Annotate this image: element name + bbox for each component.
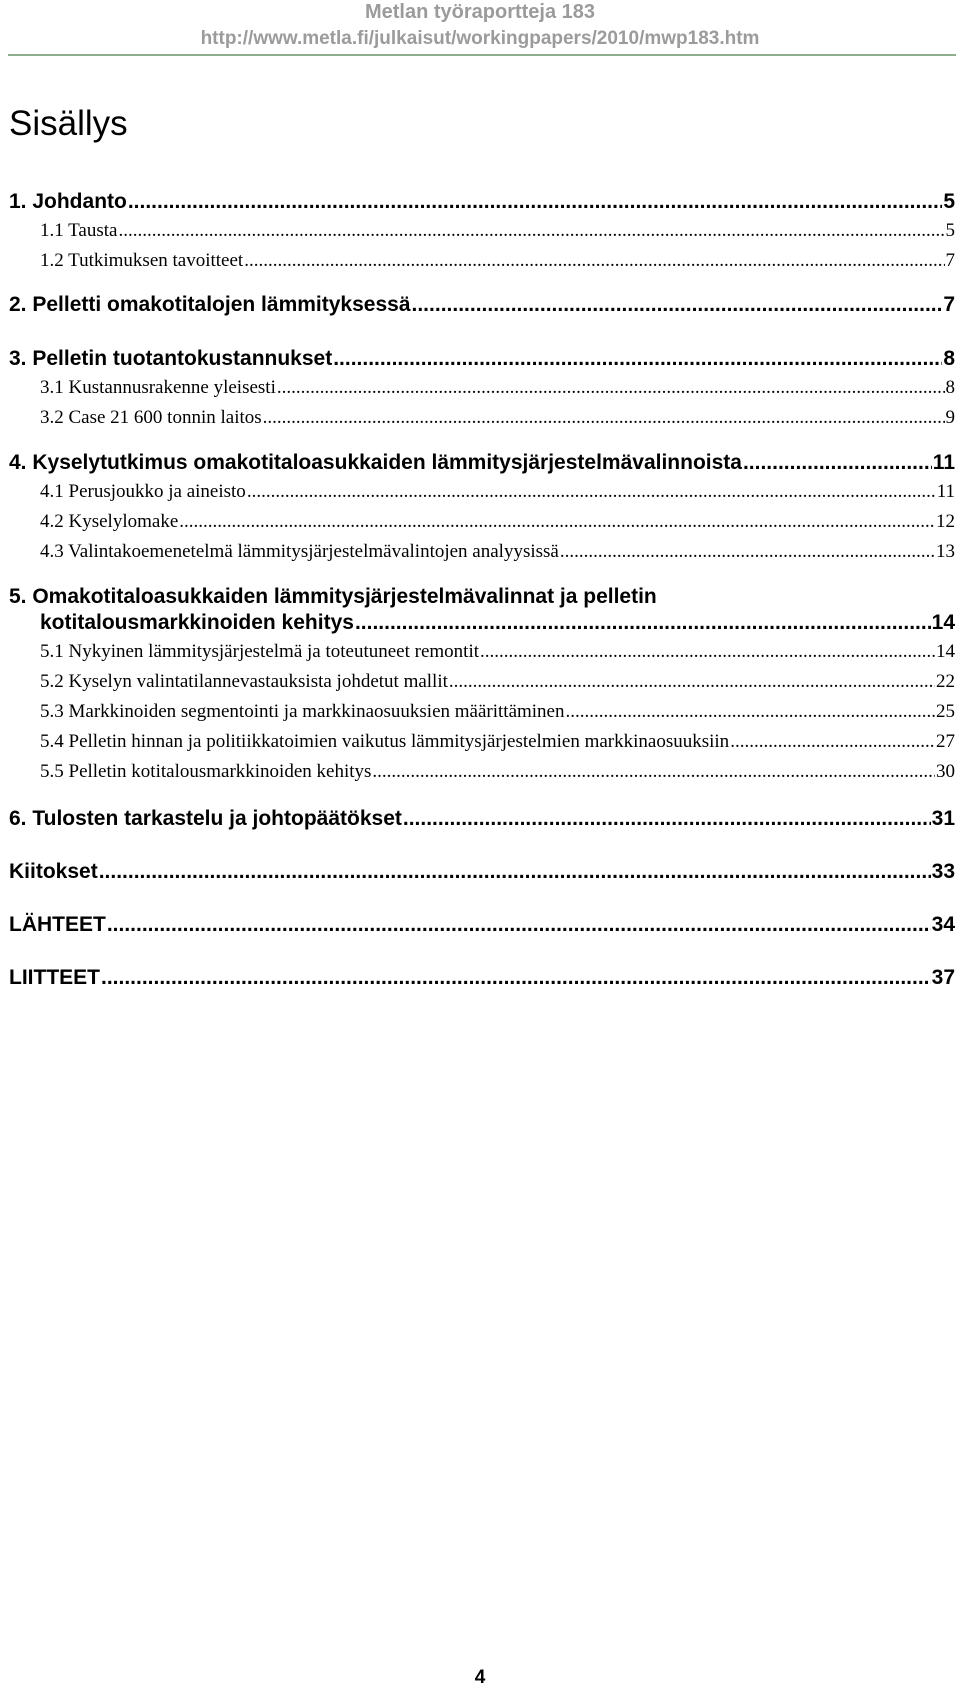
toc-page-number: 14: [931, 611, 955, 634]
dot-leader: [403, 805, 931, 833]
dot-leader: [372, 759, 935, 785]
toc-entry-label: 5.4 Pelletin hinnan ja politiikkatoimien vaikutus lämmitysjärjestelmien markkinaosuuksiin: [40, 731, 730, 752]
toc-entry-1[interactable]: [9, 188, 955, 216]
dot-leader: [730, 729, 935, 755]
toc-entry-label: 5.5 Pelletin kotitalousmarkkinoiden kehitys: [40, 761, 372, 782]
toc-page-number: 34: [931, 913, 955, 936]
toc-entry-3-1[interactable]: [9, 375, 955, 401]
toc-entry-1-1[interactable]: [9, 218, 955, 244]
dot-leader: [560, 539, 935, 565]
dot-leader: [247, 479, 936, 505]
toc-page-number: 30: [936, 761, 955, 782]
toc-entry-5-line1[interactable]: 5. Omakotitaloasukkaiden lämmitysjärjestelmävalinnat ja pelletin: [9, 585, 657, 608]
toc-page-number: 25: [936, 701, 955, 722]
toc-entry-label: LIITTEET: [9, 966, 100, 989]
toc-page-number: 11: [936, 481, 955, 502]
toc-page-number: 5: [943, 190, 955, 213]
dot-leader: [107, 911, 931, 939]
series-url[interactable]: http://www.metla.fi/julkaisut/workingpapers/2010/mwp183.htm: [200, 28, 760, 49]
toc-entry-label: 5.3 Markkinoiden segmentointi ja markkinaosuuksien määrittäminen: [40, 701, 565, 722]
toc-heading: Sisällys: [9, 104, 128, 143]
toc-entry-4-1[interactable]: [9, 479, 955, 505]
toc-entry-label: 1.2 Tutkimuksen tavoitteet: [40, 250, 244, 271]
toc-entry-label: 3. Pelletin tuotantokustannukset: [9, 347, 333, 370]
toc-entry-label: 5.2 Kyselyn valintatilannevastauksista johdetut mallit: [40, 671, 448, 692]
dot-leader: [128, 188, 942, 216]
toc-entry-3[interactable]: [9, 345, 955, 373]
dot-leader: [99, 858, 931, 886]
dot-leader: [743, 449, 932, 477]
toc-page-number: 7: [945, 250, 955, 271]
toc-entry-label: 5.1 Nykyinen lämmitysjärjestelmä ja toteutuneet remontit: [40, 641, 480, 662]
toc-page-number: 31: [931, 807, 955, 830]
toc-page-number: 12: [936, 511, 955, 532]
toc-entry-5[interactable]: [9, 609, 955, 637]
toc-entry-4-2[interactable]: [9, 509, 955, 535]
dot-leader: [263, 405, 945, 431]
toc-page-number: 9: [945, 407, 955, 428]
dot-leader: [277, 375, 945, 401]
toc-page-number: 22: [936, 671, 955, 692]
toc-entry-label: 4. Kyselytutkimus omakotitaloasukkaiden lämmitysjärjestelmävalinnoista: [9, 451, 742, 474]
toc-page-number: 11: [932, 451, 955, 474]
toc-entry-liitteet[interactable]: [9, 964, 955, 992]
toc-entry-2[interactable]: [9, 291, 955, 319]
page-number: 4: [474, 1667, 486, 1688]
dot-leader: [244, 248, 944, 274]
toc-entry-5-2[interactable]: [9, 669, 955, 695]
toc-entry-4-3[interactable]: [9, 539, 955, 565]
toc-page-number: 37: [931, 966, 955, 989]
dot-leader: [179, 509, 935, 535]
toc-entry-5-5[interactable]: [9, 759, 955, 785]
dot-leader: [566, 699, 936, 725]
toc-page-number: 8: [945, 377, 955, 398]
toc-entry-label: Kiitokset: [9, 860, 98, 883]
toc-entry-kiitokset[interactable]: [9, 858, 955, 886]
toc-page-number: 8: [943, 347, 955, 370]
toc-entry-lahteet[interactable]: [9, 911, 955, 939]
toc-entry-label: 3.2 Case 21 600 tonnin laitos: [40, 407, 262, 428]
toc-page-number: 7: [943, 293, 955, 316]
toc-entry-label: 4.2 Kyselylomake: [40, 511, 179, 532]
toc-entry-label: 2. Pelletti omakotitalojen lämmityksessä: [9, 293, 411, 316]
toc-entry-1-2[interactable]: [9, 248, 955, 274]
toc-entry-label: kotitalousmarkkinoiden kehitys: [40, 611, 354, 634]
dot-leader: [449, 669, 935, 695]
toc-entry-6[interactable]: [9, 805, 955, 833]
toc-entry-label: 3.1 Kustannusrakenne yleisesti: [40, 377, 276, 398]
dot-leader: [101, 964, 931, 992]
dot-leader: [412, 291, 943, 319]
running-header: [0, 0, 960, 56]
toc-entry-5-3[interactable]: [9, 699, 955, 725]
toc-page-number: 33: [931, 860, 955, 883]
series-title: Metlan työraportteja 183: [364, 1, 596, 23]
toc-page-number: 14: [936, 641, 955, 662]
dot-leader: [355, 609, 931, 637]
toc-entry-5-4[interactable]: [9, 729, 955, 755]
dot-leader: [333, 345, 942, 373]
toc-entry-label: LÄHTEET: [9, 913, 106, 936]
toc-page-number: 5: [945, 220, 955, 241]
dot-leader: [118, 218, 944, 244]
toc-page-number: 27: [936, 731, 955, 752]
toc-page-number: 13: [936, 541, 955, 562]
dot-leader: [480, 639, 935, 665]
toc-entry-label: 1.1 Tausta: [40, 220, 118, 241]
toc-entry-5-1[interactable]: [9, 639, 955, 665]
toc-entry-label: 4.1 Perusjoukko ja aineisto: [40, 481, 246, 502]
header-divider: [8, 54, 956, 56]
toc-entry-3-2[interactable]: [9, 405, 955, 431]
toc-entry-label: 6. Tulosten tarkastelu ja johtopäätökset: [9, 807, 402, 830]
toc-entry-label: 4.3 Valintakoemenetelmä lämmitysjärjestelmävalintojen analyysissä: [40, 541, 559, 562]
toc-entry-4[interactable]: [9, 449, 955, 477]
toc-entry-label: 1. Johdanto: [9, 190, 127, 213]
